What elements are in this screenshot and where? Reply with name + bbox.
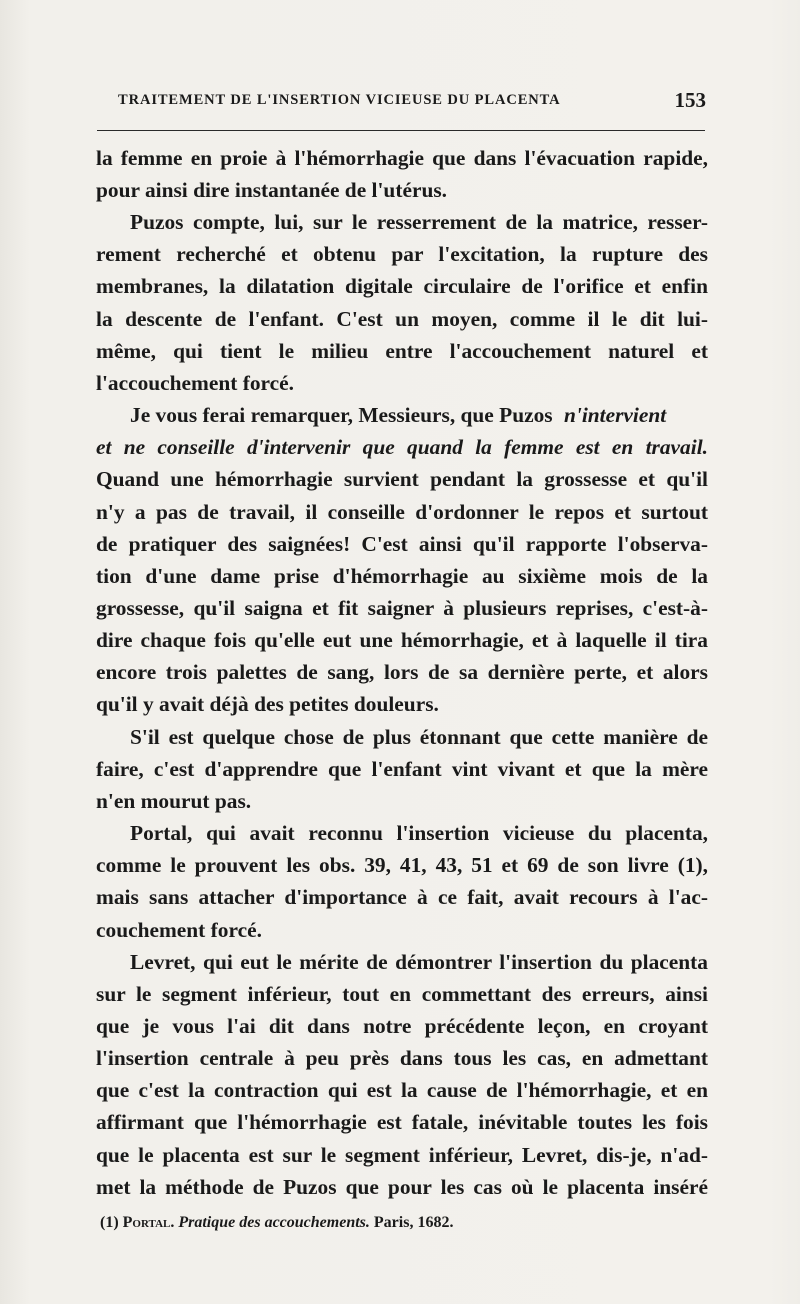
- text-line: Levret, qui eut le mérite de démontrer l'insertion du placenta: [130, 950, 708, 974]
- text-line: encore trois palettes de sang, lors de sa dernière perte, et alors: [96, 660, 708, 684]
- text-line: que c'est la contraction qui est la cause de l'hémorrhagie, et en: [96, 1078, 708, 1102]
- text-line: n'en mourut pas.: [96, 789, 252, 813]
- text-line: n'y a pas de travail, il conseille d'ordonner le repos et surtout: [96, 500, 708, 524]
- italic-segment: n'intervient: [563, 403, 667, 427]
- text-line: pour ainsi dire instantanée de l'utérus.: [96, 178, 448, 202]
- text-line: tion d'une dame prise d'hémorrhagie au sixième mois de la: [96, 564, 708, 588]
- text-line: couchement forcé.: [96, 918, 262, 942]
- text-line: de pratiquer des saignées! C'est ainsi qu'il rapporte l'observa-: [96, 532, 708, 556]
- text-line: Puzos compte, lui, sur le resserrement de la matrice, resser-: [130, 210, 708, 234]
- text-line: l'insertion centrale à peu près dans tous les cas, en admettant: [96, 1046, 708, 1070]
- text-line: la descente de l'enfant. C'est un moyen, comme il le dit lui-: [96, 307, 708, 331]
- text-line: que je vous l'ai dit dans notre précédente leçon, en croyant: [96, 1014, 708, 1038]
- footnote-title: Pratique des accouchements.: [178, 1214, 370, 1231]
- footnote: [100, 1214, 453, 1232]
- text-line: sur le segment inférieur, tout en commettant des erreurs, ainsi: [96, 982, 708, 1006]
- running-head: TRAITEMENT DE L'INSERTION VICIEUSE DU PLACENTA: [118, 92, 561, 108]
- text-line: rement recherché et obtenu par l'excitation, la rupture des: [96, 242, 708, 266]
- text-line: S'il est quelque chose de plus étonnant que cette manière de: [130, 725, 708, 749]
- text-line: l'accouchement forcé.: [96, 371, 294, 395]
- text-line: la femme en proie à l'hémorrhagie que dans l'évacuation rapide,: [96, 146, 708, 170]
- text-line: que le placenta est sur le segment inférieur, Levret, dis-je, n'ad-: [96, 1143, 708, 1167]
- text-line: membranes, la dilatation digitale circulaire de l'orifice et enfin: [96, 274, 708, 298]
- text-line: [96, 432, 708, 462]
- text-segment: Je vous ferai remarquer, Messieurs, que Puzos: [130, 403, 553, 427]
- text-line: mais sans attacher d'importance à ce fait, avait recours à l'ac-: [96, 885, 708, 909]
- footnote-marker: (1): [100, 1214, 119, 1231]
- text-line: Portal, qui avait reconnu l'insertion vicieuse du placenta,: [130, 821, 708, 845]
- text-line: affirmant que l'hémorrhagie est fatale, inévitable toutes les fois: [96, 1110, 708, 1134]
- text-line: met la méthode de Puzos que pour les cas où le placenta inséré: [96, 1175, 708, 1199]
- text-line: faire, c'est d'apprendre que l'enfant vint vivant et que la mère: [96, 757, 708, 781]
- text-line: comme le prouvent les obs. 39, 41, 43, 51 et 69 de son livre (1),: [96, 853, 708, 877]
- footnote-place-year: Paris, 1682.: [373, 1214, 454, 1231]
- page-number: 153: [674, 88, 706, 112]
- text-line: dire chaque fois qu'elle eut une hémorrhagie, et à laquelle il tira: [96, 628, 708, 652]
- text-line: [130, 400, 708, 430]
- text-line: grossesse, qu'il saigna et fit saigner à plusieurs reprises, c'est-à-: [96, 596, 708, 620]
- text-line: qu'il y avait déjà des petites douleurs.: [96, 692, 439, 716]
- text-line: Quand une hémorrhagie survient pendant la grossesse et qu'il: [96, 467, 708, 491]
- italic-segment: et ne conseille d'intervenir que quand la femme est en travail.: [96, 435, 708, 459]
- text-line: même, qui tient le milieu entre l'accouchement naturel et: [96, 339, 708, 363]
- footnote-author: Portal.: [122, 1214, 175, 1231]
